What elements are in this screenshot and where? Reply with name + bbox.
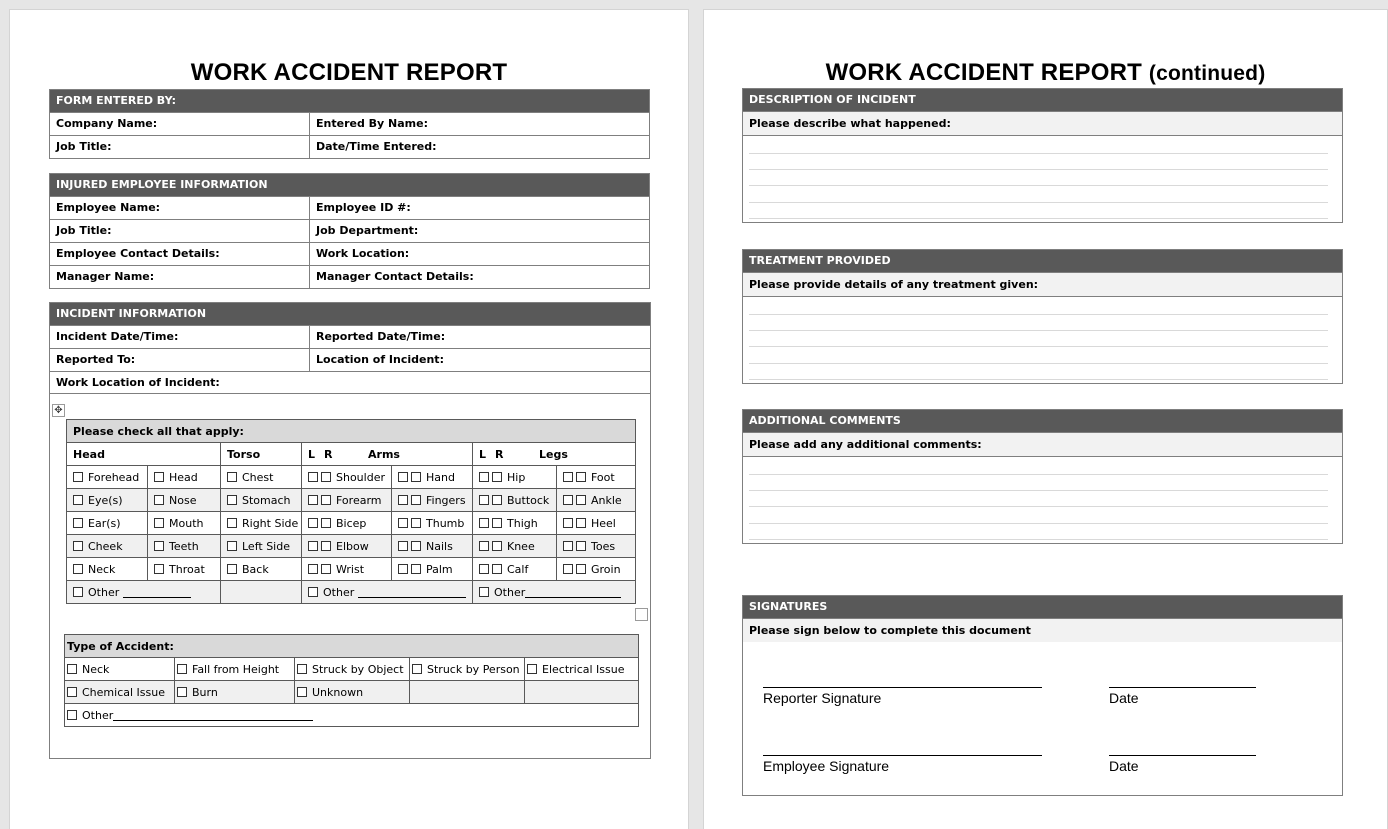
checkbox[interactable] xyxy=(67,687,77,697)
description-section xyxy=(742,88,1343,223)
body-parts-column-headers xyxy=(67,443,636,466)
date-time-entered-field[interactable]: Date/Time Entered: xyxy=(316,140,437,153)
reported-date-field[interactable]: Reported Date/Time: xyxy=(316,330,446,343)
checkbox[interactable] xyxy=(492,472,502,482)
checkbox[interactable] xyxy=(479,518,489,528)
empty-cell xyxy=(525,681,639,704)
document-page-2 xyxy=(703,9,1388,829)
employee-date-line[interactable] xyxy=(1109,755,1256,756)
incident-information-section xyxy=(49,302,651,759)
section-header: ADDITIONAL COMMENTS xyxy=(743,410,1342,432)
body-part-cell[interactable]: Calf xyxy=(473,558,557,581)
body-part-cell[interactable]: Wrist xyxy=(302,558,392,581)
form-row xyxy=(50,371,650,394)
checkbox[interactable] xyxy=(411,541,421,551)
checkbox[interactable] xyxy=(398,518,408,528)
checkbox[interactable] xyxy=(412,664,422,674)
form-row xyxy=(50,325,650,348)
body-part-cell[interactable]: Thigh xyxy=(473,512,557,535)
form-entered-by-section xyxy=(49,89,650,159)
body-part-cell[interactable]: Knee xyxy=(473,535,557,558)
body-part-cell[interactable]: Forearm xyxy=(302,489,392,512)
company-name-field[interactable]: Company Name: xyxy=(50,113,310,135)
body-parts-row xyxy=(67,535,636,558)
checkbox[interactable] xyxy=(398,564,408,574)
checkbox[interactable] xyxy=(563,518,573,528)
checkbox[interactable] xyxy=(154,495,164,505)
checkbox[interactable] xyxy=(73,587,83,597)
form-row xyxy=(50,196,649,219)
form-row xyxy=(50,265,649,288)
body-part-cell[interactable]: Hand xyxy=(392,466,473,489)
form-row xyxy=(50,135,649,158)
document-page-1 xyxy=(9,9,689,829)
arms-other-cell[interactable]: Other xyxy=(302,581,473,604)
employee-date-label: Date xyxy=(1109,758,1139,774)
body-part-cell[interactable]: Teeth xyxy=(148,535,221,558)
section-header: SIGNATURES xyxy=(743,596,1342,618)
column-legs: L R Legs xyxy=(473,443,636,466)
body-part-cell[interactable]: Chest xyxy=(221,466,302,489)
body-part-cell[interactable]: Ear(s) xyxy=(67,512,148,535)
accident-type-cell[interactable]: Electrical Issue xyxy=(525,658,639,681)
accident-type-row xyxy=(65,658,639,681)
employee-signature-label: Employee Signature xyxy=(763,758,890,774)
checkbox[interactable] xyxy=(576,495,586,505)
checkbox[interactable] xyxy=(308,564,318,574)
checkbox[interactable] xyxy=(398,472,408,482)
accident-type-cell[interactable]: Chemical Issue xyxy=(65,681,175,704)
section-header: TREATMENT PROVIDED xyxy=(743,250,1342,272)
accident-type-header: Type of Accident: xyxy=(65,635,639,658)
section-header: DESCRIPTION OF INCIDENT xyxy=(743,89,1342,111)
checkbox[interactable] xyxy=(576,541,586,551)
body-part-cell[interactable]: Groin xyxy=(557,558,636,581)
checkbox[interactable] xyxy=(563,472,573,482)
empty-cell xyxy=(410,681,525,704)
body-part-cell[interactable]: Buttock xyxy=(473,489,557,512)
table-move-handle-icon[interactable]: ✥ xyxy=(52,404,65,417)
checkbox[interactable] xyxy=(321,472,331,482)
body-parts-other-row xyxy=(67,581,636,604)
checkbox[interactable] xyxy=(308,495,318,505)
job-department-field[interactable]: Job Department: xyxy=(316,224,419,237)
body-part-cell[interactable]: Forehead xyxy=(67,466,148,489)
accident-type-row xyxy=(65,681,639,704)
checkbox[interactable] xyxy=(308,587,318,597)
checkbox[interactable] xyxy=(73,541,83,551)
body-parts-table xyxy=(66,419,636,604)
checkbox[interactable] xyxy=(227,495,237,505)
checkbox[interactable] xyxy=(411,495,421,505)
column-arms: L R Arms xyxy=(302,443,473,466)
comments-prompt: Please add any additional comments: xyxy=(743,432,1342,456)
checkbox[interactable] xyxy=(154,472,164,482)
comments-section xyxy=(742,409,1343,544)
incident-date-field[interactable]: Incident Date/Time: xyxy=(50,326,310,348)
body-part-cell[interactable]: Throat xyxy=(148,558,221,581)
page-title: WORK ACCIDENT REPORT xyxy=(190,59,508,86)
injured-employee-section xyxy=(49,173,650,289)
checkbox[interactable] xyxy=(479,495,489,505)
checkbox[interactable] xyxy=(154,541,164,551)
checkbox[interactable] xyxy=(479,587,489,597)
work-location-of-incident-field[interactable]: Work Location of Incident: xyxy=(56,376,220,389)
body-parts-row xyxy=(67,558,636,581)
body-part-cell[interactable]: Foot xyxy=(557,466,636,489)
empty-cell xyxy=(221,581,302,604)
checkbox[interactable] xyxy=(492,495,502,505)
checkbox[interactable] xyxy=(308,518,318,528)
accident-type-cell[interactable]: Unknown xyxy=(295,681,410,704)
body-part-cell[interactable]: Neck xyxy=(67,558,148,581)
body-part-cell[interactable]: Shoulder xyxy=(302,466,392,489)
entered-by-name-field[interactable]: Entered By Name: xyxy=(316,117,428,130)
reporter-date-line[interactable] xyxy=(1109,687,1256,688)
form-row xyxy=(50,112,649,135)
reporter-signature-label: Reporter Signature xyxy=(763,690,882,706)
treatment-section xyxy=(742,249,1343,384)
work-location-field[interactable]: Work Location: xyxy=(316,247,410,260)
body-part-cell[interactable]: Stomach xyxy=(221,489,302,512)
checkbox[interactable] xyxy=(308,472,318,482)
checkbox[interactable] xyxy=(227,518,237,528)
legs-other-cell[interactable]: Other xyxy=(473,581,636,604)
accident-type-cell[interactable]: Burn xyxy=(175,681,295,704)
checkbox[interactable] xyxy=(227,564,237,574)
reporter-signature-line[interactable] xyxy=(763,687,1042,688)
body-part-cell[interactable]: Bicep xyxy=(302,512,392,535)
body-part-cell[interactable]: Elbow xyxy=(302,535,392,558)
section-header: INCIDENT INFORMATION xyxy=(50,303,650,325)
checkbox[interactable] xyxy=(398,541,408,551)
column-head: Head xyxy=(67,443,221,466)
employee-signature-line[interactable] xyxy=(763,755,1042,756)
accident-other-cell[interactable]: Other xyxy=(65,704,639,727)
checkbox[interactable] xyxy=(67,664,77,674)
section-header: INJURED EMPLOYEE INFORMATION xyxy=(50,174,649,196)
body-part-cell[interactable]: Hip xyxy=(473,466,557,489)
body-parts-row xyxy=(67,489,636,512)
checkbox[interactable] xyxy=(576,518,586,528)
table-resize-handle[interactable] xyxy=(635,608,648,621)
checkbox[interactable] xyxy=(576,472,586,482)
checkbox[interactable] xyxy=(398,495,408,505)
accident-type-cell[interactable]: Struck by Object xyxy=(295,658,410,681)
body-part-cell[interactable]: Cheek xyxy=(67,535,148,558)
column-torso: Torso xyxy=(221,443,302,466)
checkbox[interactable] xyxy=(492,541,502,551)
page-title: WORK ACCIDENT REPORT (continued) xyxy=(825,59,1266,86)
form-row xyxy=(50,219,649,242)
body-part-cell[interactable]: Heel xyxy=(557,512,636,535)
body-part-cell[interactable]: Mouth xyxy=(148,512,221,535)
checkbox[interactable] xyxy=(321,518,331,528)
checkbox[interactable] xyxy=(73,495,83,505)
checkbox[interactable] xyxy=(492,564,502,574)
body-part-cell[interactable]: Toes xyxy=(557,535,636,558)
checkbox[interactable] xyxy=(308,541,318,551)
signatures-prompt: Please sign below to complete this document xyxy=(743,618,1342,642)
checkbox[interactable] xyxy=(563,495,573,505)
body-part-cell[interactable]: Eye(s) xyxy=(67,489,148,512)
checkbox[interactable] xyxy=(73,518,83,528)
employee-job-title-field[interactable]: Job Title: xyxy=(50,220,310,242)
employee-contact-field[interactable]: Employee Contact Details: xyxy=(50,243,310,265)
checkbox[interactable] xyxy=(321,495,331,505)
body-part-cell[interactable]: Nose xyxy=(148,489,221,512)
checkbox[interactable] xyxy=(563,541,573,551)
checkbox[interactable] xyxy=(73,564,83,574)
checkbox[interactable] xyxy=(73,472,83,482)
checkbox[interactable] xyxy=(527,664,537,674)
accident-type-cell[interactable]: Fall from Height xyxy=(175,658,295,681)
body-part-cell[interactable]: Fingers xyxy=(392,489,473,512)
checkbox[interactable] xyxy=(227,541,237,551)
checkbox[interactable] xyxy=(411,564,421,574)
body-part-cell[interactable]: Left Side xyxy=(221,535,302,558)
checkbox[interactable] xyxy=(227,472,237,482)
checkbox[interactable] xyxy=(321,541,331,551)
body-part-cell[interactable]: Thumb xyxy=(392,512,473,535)
checkbox[interactable] xyxy=(479,541,489,551)
accident-type-cell[interactable]: Neck xyxy=(65,658,175,681)
employee-id-field[interactable]: Employee ID #: xyxy=(316,201,411,214)
body-part-cell[interactable]: Back xyxy=(221,558,302,581)
checkbox[interactable] xyxy=(479,472,489,482)
body-part-cell[interactable]: Head xyxy=(148,466,221,489)
body-part-cell[interactable]: Palm xyxy=(392,558,473,581)
body-parts-header: Please check all that apply: xyxy=(67,420,636,443)
body-part-cell[interactable]: Nails xyxy=(392,535,473,558)
checkbox[interactable] xyxy=(479,564,489,574)
reporter-date-label: Date xyxy=(1109,690,1139,706)
accident-type-cell[interactable]: Struck by Person xyxy=(410,658,525,681)
manager-contact-field[interactable]: Manager Contact Details: xyxy=(316,270,474,283)
checkbox[interactable] xyxy=(492,518,502,528)
checkbox[interactable] xyxy=(563,564,573,574)
signatures-section xyxy=(742,595,1343,796)
head-other-cell[interactable]: Other xyxy=(67,581,221,604)
reported-to-field[interactable]: Reported To: xyxy=(50,349,310,371)
checkbox[interactable] xyxy=(411,518,421,528)
treatment-text-area[interactable] xyxy=(743,296,1342,382)
form-row xyxy=(50,242,649,265)
checkbox[interactable] xyxy=(576,564,586,574)
treatment-prompt: Please provide details of any treatment given: xyxy=(743,272,1342,296)
checkbox[interactable] xyxy=(297,664,307,674)
employee-name-field[interactable]: Employee Name: xyxy=(50,197,310,219)
form-row xyxy=(50,348,650,371)
manager-name-field[interactable]: Manager Name: xyxy=(50,266,310,288)
description-prompt: Please describe what happened: xyxy=(743,111,1342,135)
description-text-area[interactable] xyxy=(743,135,1342,221)
checkbox[interactable] xyxy=(154,518,164,528)
body-part-cell[interactable]: Right Side xyxy=(221,512,302,535)
checkbox[interactable] xyxy=(177,687,187,697)
checkbox[interactable] xyxy=(67,710,77,720)
comments-text-area[interactable] xyxy=(743,456,1342,542)
checkbox[interactable] xyxy=(297,687,307,697)
body-parts-row xyxy=(67,466,636,489)
body-parts-row xyxy=(67,512,636,535)
checkbox[interactable] xyxy=(411,472,421,482)
section-header: FORM ENTERED BY: xyxy=(50,90,649,112)
checkbox[interactable] xyxy=(177,664,187,674)
accident-type-table xyxy=(64,634,639,727)
body-part-cell[interactable]: Ankle xyxy=(557,489,636,512)
checkbox[interactable] xyxy=(321,564,331,574)
location-of-incident-field[interactable]: Location of Incident: xyxy=(316,353,444,366)
job-title-field[interactable]: Job Title: xyxy=(50,136,310,158)
checkbox[interactable] xyxy=(154,564,164,574)
